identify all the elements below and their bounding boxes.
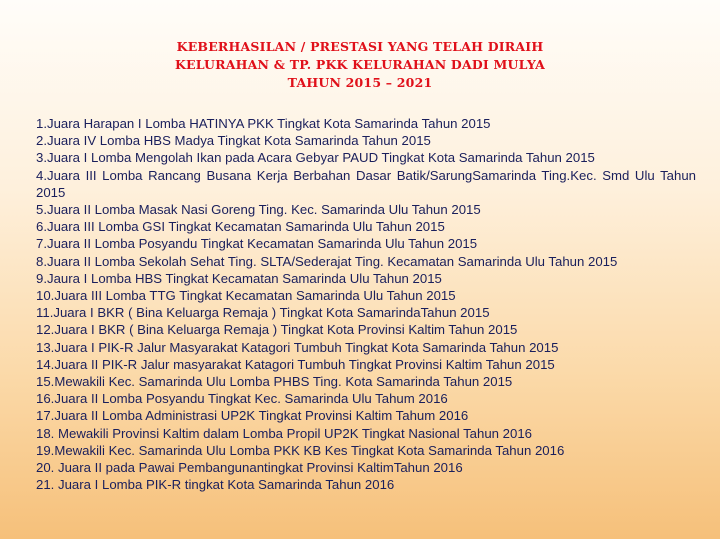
item-text: Juara I BKR ( Bina Keluarga Remaja ) Tingkat Kota Provinsi Kaltim Tahun 2015 xyxy=(54,322,518,338)
title-line-2: KELURAHAN & TP. PKK KELURAHAN DADI MULYA xyxy=(174,57,546,72)
item-text: Juara II Lomba Posyandu Tingkat Kecamatan Samarinda Ulu Tahun 2015 xyxy=(47,236,478,252)
item-text: Juara II Lomba Posyandu Tingkat Kec. Samarinda Ulu Tahum 2016 xyxy=(54,391,448,407)
list-item xyxy=(36,253,696,270)
item-number: 4. xyxy=(36,167,47,183)
item-text: Juara II PIK-R Jalur masyarakat Katagori Tumbuh Tingkat Provinsi Kaltim Tahun 2015 xyxy=(54,356,555,372)
list-item xyxy=(36,476,696,493)
list-item xyxy=(36,218,696,235)
list-item xyxy=(36,339,696,356)
item-number: 5. xyxy=(36,202,47,218)
item-text: Juara I Lomba Mengolah Ikan pada Acara Gebyar PAUD Tingkat Kota Samarinda Tahun 2015 xyxy=(47,150,595,166)
item-number: 21. xyxy=(36,477,55,493)
item-number: 8. xyxy=(36,253,47,269)
item-text: Mewakili Kec. Samarinda Ulu Lomba PHBS Ting. Kota Samarinda Tahun 2015 xyxy=(54,374,513,390)
item-number: 20. xyxy=(36,460,55,476)
item-text: Mewakili Kec. Samarinda Ulu Lomba PKK KB Kes Tingkat Kota Samarinda Tahun 2016 xyxy=(54,442,565,458)
list-item xyxy=(36,115,696,132)
list-item xyxy=(36,425,696,442)
item-text: Juara II pada Pawai Pembangunantingkat Provinsi KaltimTahun 2016 xyxy=(54,460,463,476)
item-text: Jaura I Lomba HBS Tingkat Kecamatan Samarinda Ulu Tahun 2015 xyxy=(47,270,442,286)
title-line-1: KEBERHASILAN / PRESTASI YANG TELAH DIRAIH xyxy=(176,39,544,54)
item-number: 14. xyxy=(36,356,55,372)
item-text: Juara II Lomba Administrasi UP2K Tingkat Provinsi Kaltim Tahum 2016 xyxy=(54,408,469,424)
list-item xyxy=(36,167,696,201)
item-number: 3. xyxy=(36,150,47,166)
item-text: Juara III Lomba TTG Tingkat Kecamatan Samarinda Ulu Tahun 2015 xyxy=(54,288,456,304)
item-number: 6. xyxy=(36,219,47,235)
item-text: Juara I BKR ( Bina Keluarga Remaja ) Tingkat Kota SamarindaTahun 2015 xyxy=(53,305,490,321)
item-text: Juara IV Lomba HBS Madya Tingkat Kota Samarinda Tahun 2015 xyxy=(47,133,431,149)
item-number: 13. xyxy=(36,339,55,355)
item-number: 16. xyxy=(36,391,55,407)
item-number: 15. xyxy=(36,374,55,390)
list-item xyxy=(36,201,696,218)
item-number: 18. xyxy=(36,425,55,441)
list-item xyxy=(36,442,696,459)
list-item xyxy=(36,270,696,287)
item-text: Juara II Lomba Masak Nasi Goreng Ting. Kec. Samarinda Ulu Tahun 2015 xyxy=(47,202,481,218)
list-item xyxy=(36,390,696,407)
item-number: 11. xyxy=(36,305,54,321)
list-item xyxy=(36,407,696,424)
item-text: Juara I Lomba PIK-R tingkat Kota Samarinda Tahun 2016 xyxy=(54,477,395,493)
item-number: 1. xyxy=(36,116,47,131)
list-item xyxy=(36,132,696,149)
item-number: 9. xyxy=(36,270,47,286)
item-text: Juara II Lomba Sekolah Sehat Ting. SLTA/Sederajat Ting. Kecamatan Samarinda Ulu Tahun 2015 xyxy=(47,253,618,269)
item-text: Juara Harapan I Lomba HATINYA PKK Tingkat Kota Samarinda Tahun 2015 xyxy=(47,116,491,131)
item-number: 12. xyxy=(36,322,55,338)
item-number: 10. xyxy=(36,288,55,304)
achievement-list xyxy=(36,115,696,493)
item-text: Juara III Lomba Rancang Busana Kerja Berbahan Dasar Batik/SarungSamarinda Ting.Kec. Smd Ulu Tahun 2015 xyxy=(36,167,696,200)
item-number: 17. xyxy=(36,408,55,424)
list-item xyxy=(36,373,696,390)
item-number: 2. xyxy=(36,133,47,149)
item-text: Juara I PIK-R Jalur Masyarakat Katagori Tumbuh Tingkat Kota Samarinda Tahun 2015 xyxy=(54,339,559,355)
item-number: 7. xyxy=(36,236,47,252)
slide-title xyxy=(0,38,720,92)
list-item xyxy=(36,304,696,321)
item-number: 19. xyxy=(36,442,55,458)
list-item xyxy=(36,235,696,252)
item-text: Mewakili Provinsi Kaltim dalam Lomba Propil UP2K Tingkat Nasional Tahun 2016 xyxy=(54,425,533,441)
list-item xyxy=(36,356,696,373)
list-item xyxy=(36,287,696,304)
title-line-3: TAHUN 2015 – 2021 xyxy=(287,75,433,90)
item-text: Juara III Lomba GSI Tingkat Kecamatan Samarinda Ulu Tahun 2015 xyxy=(47,219,445,235)
list-item xyxy=(36,321,696,338)
list-item xyxy=(36,149,696,166)
list-item xyxy=(36,459,696,476)
